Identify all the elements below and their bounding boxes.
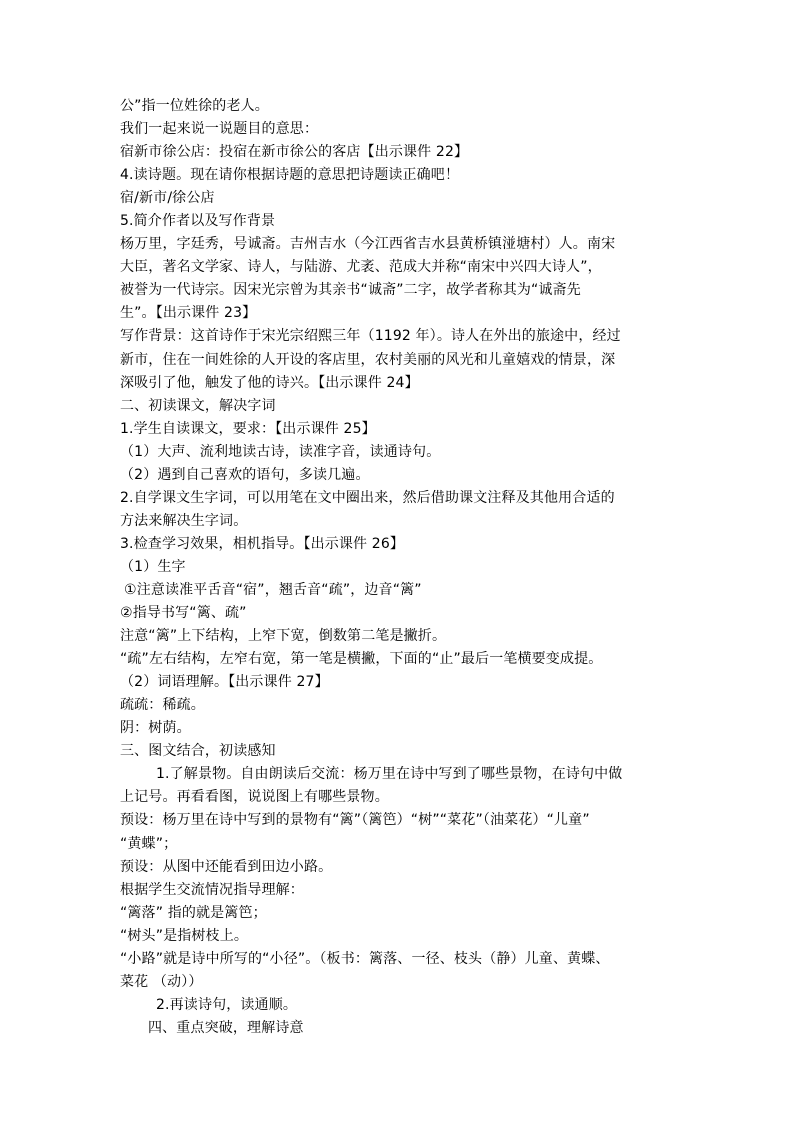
text-line: “疏”左右结构，左窄右宽，第一笔是横撇，下面的“止”最后一笔横要变成提。	[120, 651, 603, 668]
text-line: 4.读诗题。现在请你根据诗题的意思把诗题读正确吧！	[120, 167, 460, 184]
text-line: 新市，住在一间姓徐的人开设的客店里，农村美丽的风光和儿童嬉戏的情景，深	[120, 351, 616, 368]
text-line: “黄蝶”；	[120, 835, 178, 852]
text-line: “树头”是指树枝上。	[120, 927, 249, 944]
text-line: 预设：杨万里在诗中写到的景物有“篱”（篱笆）“树”“菜花”（油菜花）“儿童”	[120, 812, 590, 829]
text-line: 疏疏：稀疏。	[120, 697, 205, 714]
text-line: 注意“篱”上下结构，上窄下宽，倒数第二笔是撇折。	[120, 628, 447, 645]
text-line: 我们一起来说一说题目的意思：	[120, 121, 319, 138]
text-line: 生”。【出示课件 23】	[120, 305, 257, 322]
text-line: “小路”就是诗中所写的“小径”。（板书：篱落、一径、枝头（静）儿童、黄蝶、	[120, 950, 610, 967]
text-line: 大臣，著名文学家、诗人，与陆游、尤袤、范成大并称“南宋中兴四大诗人”，	[120, 259, 602, 276]
text-line: 1.了解景物。自由朗读后交流：杨万里在诗中写到了哪些景物，在诗句中做	[156, 766, 623, 783]
text-line: 被誉为一代诗宗。因宋光宗曾为其亲书“诚斋”二字，故学者称其为“诚斋先	[120, 282, 581, 299]
text-line: 菜花 （动））	[120, 973, 203, 990]
text-line: （1）大声、流利地读古诗，读准字音，读通诗句。	[120, 443, 441, 460]
text-line: 宿/新市/徐公店	[120, 190, 215, 207]
text-line: 1.学生自读课文，要求：【出示课件 25】	[120, 420, 376, 437]
section-heading: 二、初读课文，解决字词	[120, 397, 276, 414]
text-line: ①注意读准平舌音“宿”，翘舌音“疏”，边音“篱”	[124, 581, 422, 598]
text-line: 方法来解决生字词。	[120, 512, 248, 529]
text-line: “篱落” 指的就是篱笆；	[120, 904, 267, 921]
text-line: 杨万里，字廷秀，号诚斋。吉州吉水（今江西省吉水县黄桥镇湴塘村）人。南宋	[120, 236, 616, 253]
text-line: 3.检查学习效果，相机指导。【出示课件 26】	[120, 535, 405, 552]
section-heading: 三、图文结合，初读感知	[120, 743, 276, 760]
text-line: 公”指一位姓徐的老人。	[120, 98, 269, 114]
text-line: （2）词语理解。【出示课件 27】	[120, 674, 329, 691]
text-line: 预设：从图中还能看到田边小路。	[120, 858, 333, 875]
text-line: 深吸引了他，触发了他的诗兴。【出示课件 24】	[120, 374, 419, 391]
text-line: 阴：树荫。	[120, 720, 191, 737]
text-line: 宿新市徐公店：投宿在新市徐公的客店【出示课件 22】	[120, 144, 469, 161]
section-heading: 四、重点突破，理解诗意	[148, 1019, 304, 1036]
text-line: （2）遇到自己喜欢的语句，多读几遍。	[120, 466, 370, 483]
text-line: 根据学生交流情况指导理解：	[120, 881, 304, 898]
text-line: 2.自学课文生字词，可以用笔在文中圈出来，然后借助课文注释及其他用合适的	[120, 489, 615, 506]
document-page	[120, 95, 680, 1040]
text-line: （1）生字	[120, 558, 186, 575]
text-line: 写作背景：这首诗作于宋光宗绍熙三年（1192 年）。诗人在外出的旅途中，经过	[120, 328, 621, 345]
text-line: 2.再读诗句，读通顺。	[156, 996, 298, 1013]
text-line: 上记号。再看看图，说说图上有哪些景物。	[120, 789, 389, 806]
text-line: ②指导书写“篱、疏”	[120, 605, 247, 622]
section-heading: 5.简介作者以及写作背景	[120, 213, 276, 230]
